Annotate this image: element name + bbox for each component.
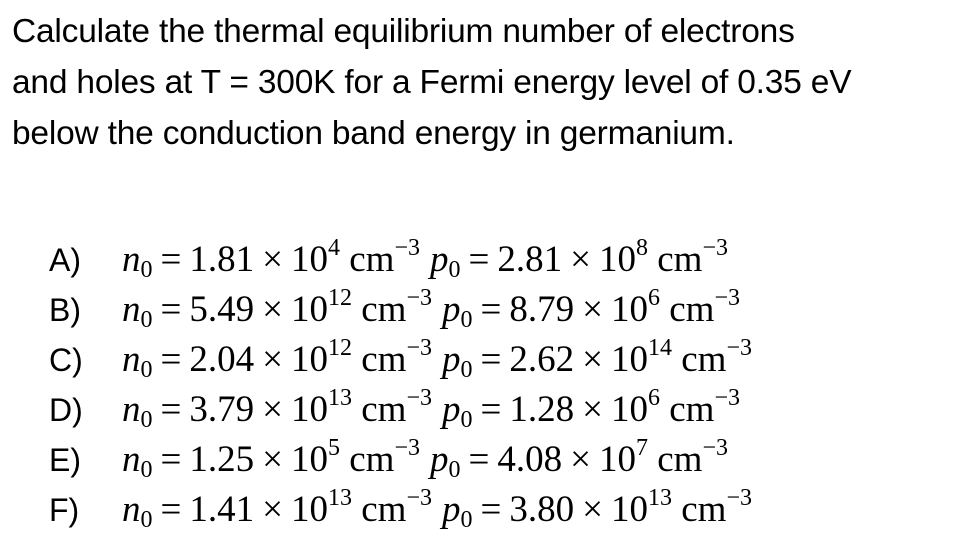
base: 10 bbox=[291, 389, 328, 430]
base: 10 bbox=[611, 389, 648, 430]
subscript: 0 bbox=[460, 357, 473, 383]
times-sign: × bbox=[570, 239, 591, 280]
unit: cm bbox=[361, 389, 407, 430]
subscript: 0 bbox=[140, 257, 153, 283]
unit: cm bbox=[669, 289, 715, 330]
unit-exponent: −3 bbox=[406, 485, 432, 511]
base: 10 bbox=[611, 489, 648, 530]
p-mantissa: 4.08 bbox=[497, 439, 563, 480]
unit-exponent: −3 bbox=[394, 235, 420, 261]
equals-sign: = bbox=[160, 389, 182, 430]
unit-exponent: −3 bbox=[702, 435, 728, 461]
equals-sign: = bbox=[480, 489, 502, 530]
n-exponent: 13 bbox=[328, 485, 352, 511]
p-exponent: 8 bbox=[636, 235, 648, 261]
times-sign: × bbox=[262, 289, 283, 330]
equals-sign: = bbox=[160, 289, 182, 330]
unit-exponent: −3 bbox=[406, 385, 432, 411]
choice-formula bbox=[122, 486, 752, 538]
equals-sign: = bbox=[160, 239, 182, 280]
p-symbol: p bbox=[442, 489, 461, 530]
p-mantissa: 1.28 bbox=[509, 389, 575, 430]
times-sign: × bbox=[582, 289, 603, 330]
p-symbol: p bbox=[442, 389, 461, 430]
unit: cm bbox=[349, 239, 395, 280]
question-line-2: and holes at T = 300K for a Fermi energy level of 0.35 eV bbox=[12, 64, 852, 101]
n-exponent: 5 bbox=[328, 435, 340, 461]
times-sign: × bbox=[262, 339, 283, 380]
base: 10 bbox=[611, 339, 648, 380]
question-text bbox=[12, 6, 972, 159]
subscript: 0 bbox=[448, 257, 461, 283]
p-mantissa: 8.79 bbox=[509, 289, 575, 330]
subscript: 0 bbox=[460, 307, 473, 333]
n-mantissa: 5.49 bbox=[189, 289, 255, 330]
n-mantissa: 1.81 bbox=[189, 239, 255, 280]
choice-letter: D) bbox=[49, 392, 83, 428]
unit: cm bbox=[657, 239, 703, 280]
choice-letter: A) bbox=[49, 242, 81, 278]
p-symbol: p bbox=[430, 239, 449, 280]
equals-sign: = bbox=[468, 239, 490, 280]
unit-exponent: −3 bbox=[394, 435, 420, 461]
choice-formula bbox=[122, 236, 728, 288]
n-symbol: n bbox=[122, 239, 141, 280]
base: 10 bbox=[291, 289, 328, 330]
equals-sign: = bbox=[160, 439, 182, 480]
choice-formula bbox=[122, 386, 740, 438]
n-exponent: 12 bbox=[328, 335, 352, 361]
choice-formula bbox=[122, 336, 752, 388]
unit-exponent: −3 bbox=[714, 285, 740, 311]
times-sign: × bbox=[262, 239, 283, 280]
base: 10 bbox=[599, 239, 636, 280]
unit: cm bbox=[681, 489, 727, 530]
n-symbol: n bbox=[122, 439, 141, 480]
equals-sign: = bbox=[160, 339, 182, 380]
times-sign: × bbox=[582, 389, 603, 430]
question-line-1: Calculate the thermal equilibrium number of electrons bbox=[12, 13, 795, 50]
choice-formula bbox=[122, 436, 728, 488]
equals-sign: = bbox=[160, 489, 182, 530]
equals-sign: = bbox=[480, 289, 502, 330]
p-symbol: p bbox=[442, 289, 461, 330]
p-mantissa: 2.81 bbox=[497, 239, 563, 280]
n-symbol: n bbox=[122, 289, 141, 330]
subscript: 0 bbox=[460, 507, 473, 533]
times-sign: × bbox=[582, 339, 603, 380]
unit: cm bbox=[681, 339, 727, 380]
equals-sign: = bbox=[480, 339, 502, 380]
unit: cm bbox=[349, 439, 395, 480]
subscript: 0 bbox=[140, 407, 153, 433]
unit: cm bbox=[669, 389, 715, 430]
unit-exponent: −3 bbox=[406, 335, 432, 361]
p-mantissa: 2.62 bbox=[509, 339, 575, 380]
p-exponent: 13 bbox=[648, 485, 672, 511]
answer-choice-f[interactable] bbox=[45, 486, 975, 536]
equals-sign: = bbox=[480, 389, 502, 430]
n-exponent: 12 bbox=[328, 285, 352, 311]
unit-exponent: −3 bbox=[726, 335, 752, 361]
choice-letter: B) bbox=[49, 292, 81, 328]
subscript: 0 bbox=[448, 457, 461, 483]
question-line-3: below the conduction band energy in germanium. bbox=[12, 115, 735, 152]
times-sign: × bbox=[570, 439, 591, 480]
n-exponent: 13 bbox=[328, 385, 352, 411]
subscript: 0 bbox=[140, 307, 153, 333]
answer-choice-e[interactable] bbox=[45, 436, 975, 486]
p-symbol: p bbox=[442, 339, 461, 380]
unit-exponent: −3 bbox=[406, 285, 432, 311]
n-symbol: n bbox=[122, 339, 141, 380]
unit-exponent: −3 bbox=[714, 385, 740, 411]
unit-exponent: −3 bbox=[702, 235, 728, 261]
base: 10 bbox=[291, 489, 328, 530]
n-symbol: n bbox=[122, 489, 141, 530]
unit-exponent: −3 bbox=[726, 485, 752, 511]
times-sign: × bbox=[582, 489, 603, 530]
choice-formula bbox=[122, 286, 740, 338]
choice-letter: C) bbox=[49, 342, 83, 378]
answer-choice-a[interactable] bbox=[45, 236, 975, 286]
n-mantissa: 3.79 bbox=[189, 389, 255, 430]
equals-sign: = bbox=[468, 439, 490, 480]
unit: cm bbox=[657, 439, 703, 480]
choice-letter: E) bbox=[49, 442, 81, 478]
base: 10 bbox=[291, 339, 328, 380]
p-exponent: 6 bbox=[648, 285, 660, 311]
subscript: 0 bbox=[140, 457, 153, 483]
n-mantissa: 1.25 bbox=[189, 439, 255, 480]
p-symbol: p bbox=[430, 439, 449, 480]
n-symbol: n bbox=[122, 389, 141, 430]
unit: cm bbox=[361, 489, 407, 530]
n-mantissa: 2.04 bbox=[189, 339, 255, 380]
p-exponent: 14 bbox=[648, 335, 672, 361]
answer-choice-d[interactable] bbox=[45, 386, 975, 436]
choice-letter: F) bbox=[49, 492, 80, 528]
subscript: 0 bbox=[460, 407, 473, 433]
base: 10 bbox=[611, 289, 648, 330]
base: 10 bbox=[291, 239, 328, 280]
times-sign: × bbox=[262, 439, 283, 480]
n-exponent: 4 bbox=[328, 235, 340, 261]
answer-choice-b[interactable] bbox=[45, 286, 975, 336]
base: 10 bbox=[291, 439, 328, 480]
base: 10 bbox=[599, 439, 636, 480]
times-sign: × bbox=[262, 389, 283, 430]
unit: cm bbox=[361, 289, 407, 330]
times-sign: × bbox=[262, 489, 283, 530]
answer-choices bbox=[45, 236, 975, 536]
subscript: 0 bbox=[140, 507, 153, 533]
p-exponent: 7 bbox=[636, 435, 648, 461]
unit: cm bbox=[361, 339, 407, 380]
answer-choice-c[interactable] bbox=[45, 336, 975, 386]
p-mantissa: 3.80 bbox=[509, 489, 575, 530]
subscript: 0 bbox=[140, 357, 153, 383]
n-mantissa: 1.41 bbox=[189, 489, 255, 530]
p-exponent: 6 bbox=[648, 385, 660, 411]
